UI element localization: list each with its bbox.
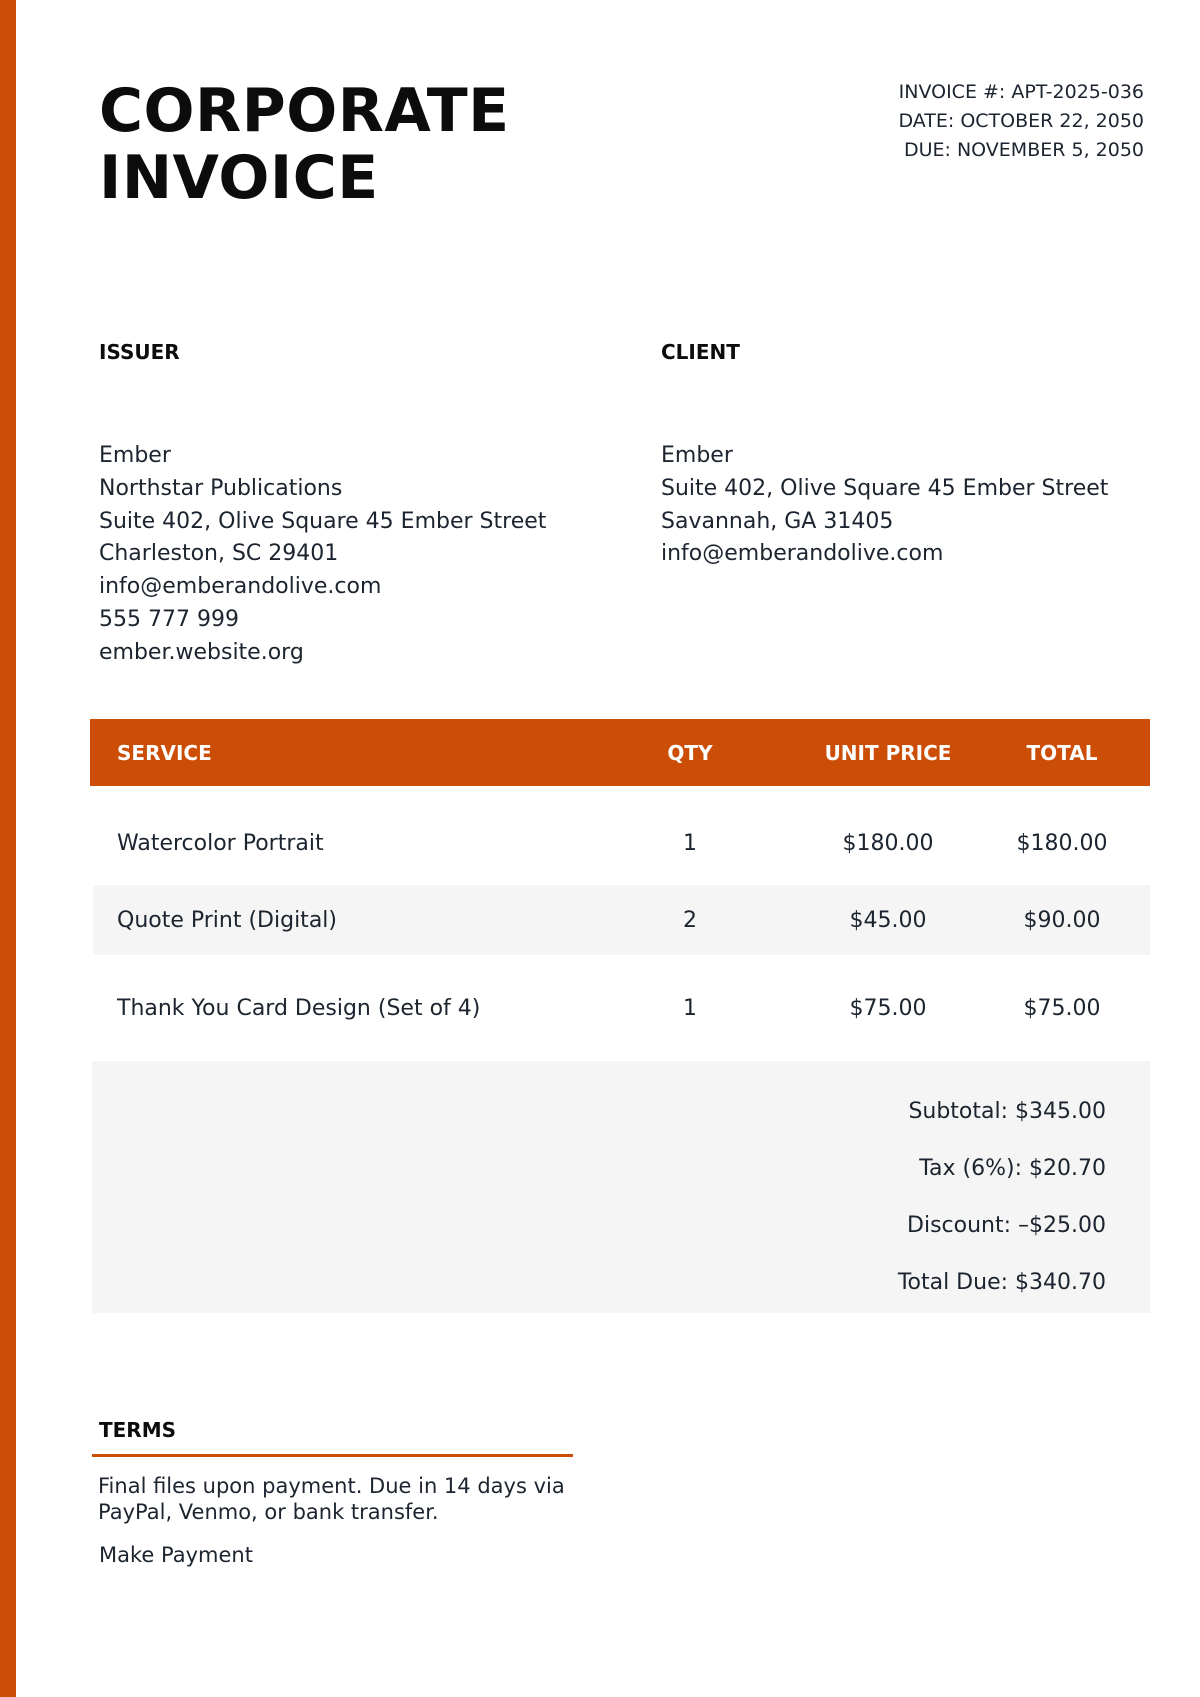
row-unit-price: $45.00 — [849, 907, 927, 933]
accent-bar — [0, 0, 16, 1697]
table-row — [93, 955, 1150, 1061]
row-service: Quote Print (Digital) — [117, 907, 337, 933]
client-details — [661, 440, 1161, 571]
issuer-website: ember.website.org — [99, 639, 304, 665]
row-total: $75.00 — [1023, 995, 1101, 1021]
issuer-section — [99, 338, 599, 670]
client-address: Suite 402, Olive Square 45 Ember Street — [661, 475, 1109, 501]
terms-text: Final files upon payment. Due in 14 days via PayPal, Venmo, or bank transfer. — [98, 1474, 565, 1524]
row-qty: 1 — [683, 830, 697, 856]
discount: Discount: –$25.00 — [907, 1213, 1106, 1238]
row-unit-price: $75.00 — [849, 995, 927, 1021]
row-qty: 2 — [683, 907, 697, 933]
row-service: Thank You Card Design (Set of 4) — [117, 995, 481, 1021]
header-qty: QTY — [667, 740, 713, 765]
make-payment-link[interactable]: Make Payment — [99, 1543, 253, 1567]
row-service: Watercolor Portrait — [117, 830, 324, 856]
table-row — [93, 801, 1150, 885]
row-qty: 1 — [683, 995, 697, 1021]
terms-section — [92, 1416, 573, 1567]
issuer-name: Ember — [99, 443, 171, 468]
subtotal: Subtotal: $345.00 — [908, 1099, 1106, 1124]
row-unit-price: $180.00 — [842, 830, 934, 856]
table-row — [93, 885, 1150, 955]
issuer-address: Suite 402, Olive Square 45 Ember Street — [99, 508, 547, 534]
header-unit-price: UNIT PRICE — [824, 740, 952, 765]
tax: Tax (6%): $20.70 — [919, 1156, 1106, 1181]
title-line-2: INVOICE — [99, 143, 379, 213]
client-heading: CLIENT — [661, 340, 740, 364]
invoice-date: DATE: OCTOBER 22, 2050 — [898, 110, 1144, 132]
terms-heading: TERMS — [99, 1418, 177, 1442]
terms-divider — [92, 1454, 573, 1457]
title-line-1: CORPORATE — [99, 76, 510, 146]
issuer-heading: ISSUER — [99, 340, 180, 364]
page-title — [99, 78, 510, 212]
line-items — [93, 801, 1150, 1061]
header-service: SERVICE — [117, 740, 212, 765]
header-total: TOTAL — [1026, 740, 1098, 765]
issuer-details — [99, 440, 599, 670]
invoice-due-date: DUE: NOVEMBER 5, 2050 — [903, 139, 1144, 161]
row-total: $90.00 — [1023, 907, 1101, 933]
invoice-meta — [898, 78, 1144, 165]
issuer-company: Northstar Publications — [99, 475, 343, 501]
invoice-number: INVOICE #: APT-2025-036 — [898, 81, 1144, 103]
client-email: info@emberandolive.com — [661, 541, 944, 567]
total-due: Total Due: $340.70 — [897, 1270, 1106, 1295]
client-name: Ember — [661, 443, 733, 468]
client-section — [661, 338, 1161, 571]
table-header — [90, 719, 1150, 786]
row-total: $180.00 — [1016, 830, 1108, 856]
issuer-email: info@emberandolive.com — [99, 574, 382, 600]
issuer-city: Charleston, SC 29401 — [99, 541, 339, 567]
totals-summary — [92, 1061, 1150, 1313]
issuer-phone: 555 777 999 — [99, 606, 239, 632]
client-city: Savannah, GA 31405 — [661, 508, 894, 534]
